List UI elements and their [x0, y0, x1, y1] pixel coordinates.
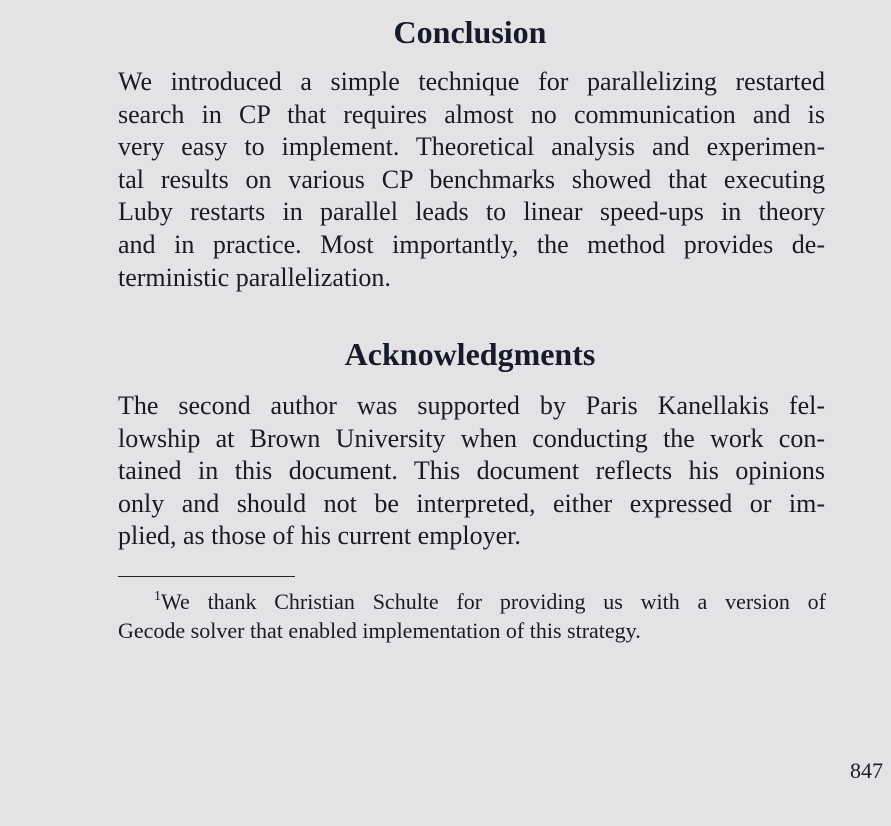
footnote-line [118, 587, 826, 616]
acknowledgments-heading: Acknowledgments [344, 336, 596, 372]
acknowledgments-line: only and should not be interpreted, either expressed or im- [118, 488, 825, 518]
conclusion-line: search in CP that requires almost no communication and is [118, 99, 825, 129]
acknowledgments-paragraph [118, 390, 825, 553]
conclusion-paragraph [118, 66, 825, 294]
conclusion-line: We introduced a simple technique for parallelizing restarted [118, 67, 825, 96]
acknowledgments-line: The second author was supported by Paris Kanellakis fel- [118, 391, 825, 420]
conclusion-heading: Conclusion [393, 14, 547, 50]
acknowledgments-line: tained in this document. This document reflects his opinions [118, 456, 825, 486]
conclusion-line: terministic parallelization. [118, 262, 391, 292]
page-number: 847 [850, 758, 883, 783]
acknowledgments-line: lowship at Brown University when conducting the work con- [118, 423, 825, 453]
acknowledgments-line: plied, as those of his current employer. [118, 521, 521, 551]
conclusion-line: very easy to implement. Theoretical analysis and experimen- [118, 132, 825, 162]
footnote [118, 587, 826, 645]
footnote-divider [118, 576, 295, 577]
conclusion-line: tal results on various CP benchmarks showed that executing [118, 164, 825, 194]
footnote-line: Gecode solver that enabled implementation of this strategy. [118, 618, 641, 643]
conclusion-line: Luby restarts in parallel leads to linear speed-ups in theory [118, 197, 825, 227]
footnote-text: We thank Christian Schulte for providing us with a version of [161, 589, 826, 614]
footnote-marker: 1 [154, 589, 161, 604]
conclusion-line: and in practice. Most importantly, the method provides de- [118, 229, 825, 259]
